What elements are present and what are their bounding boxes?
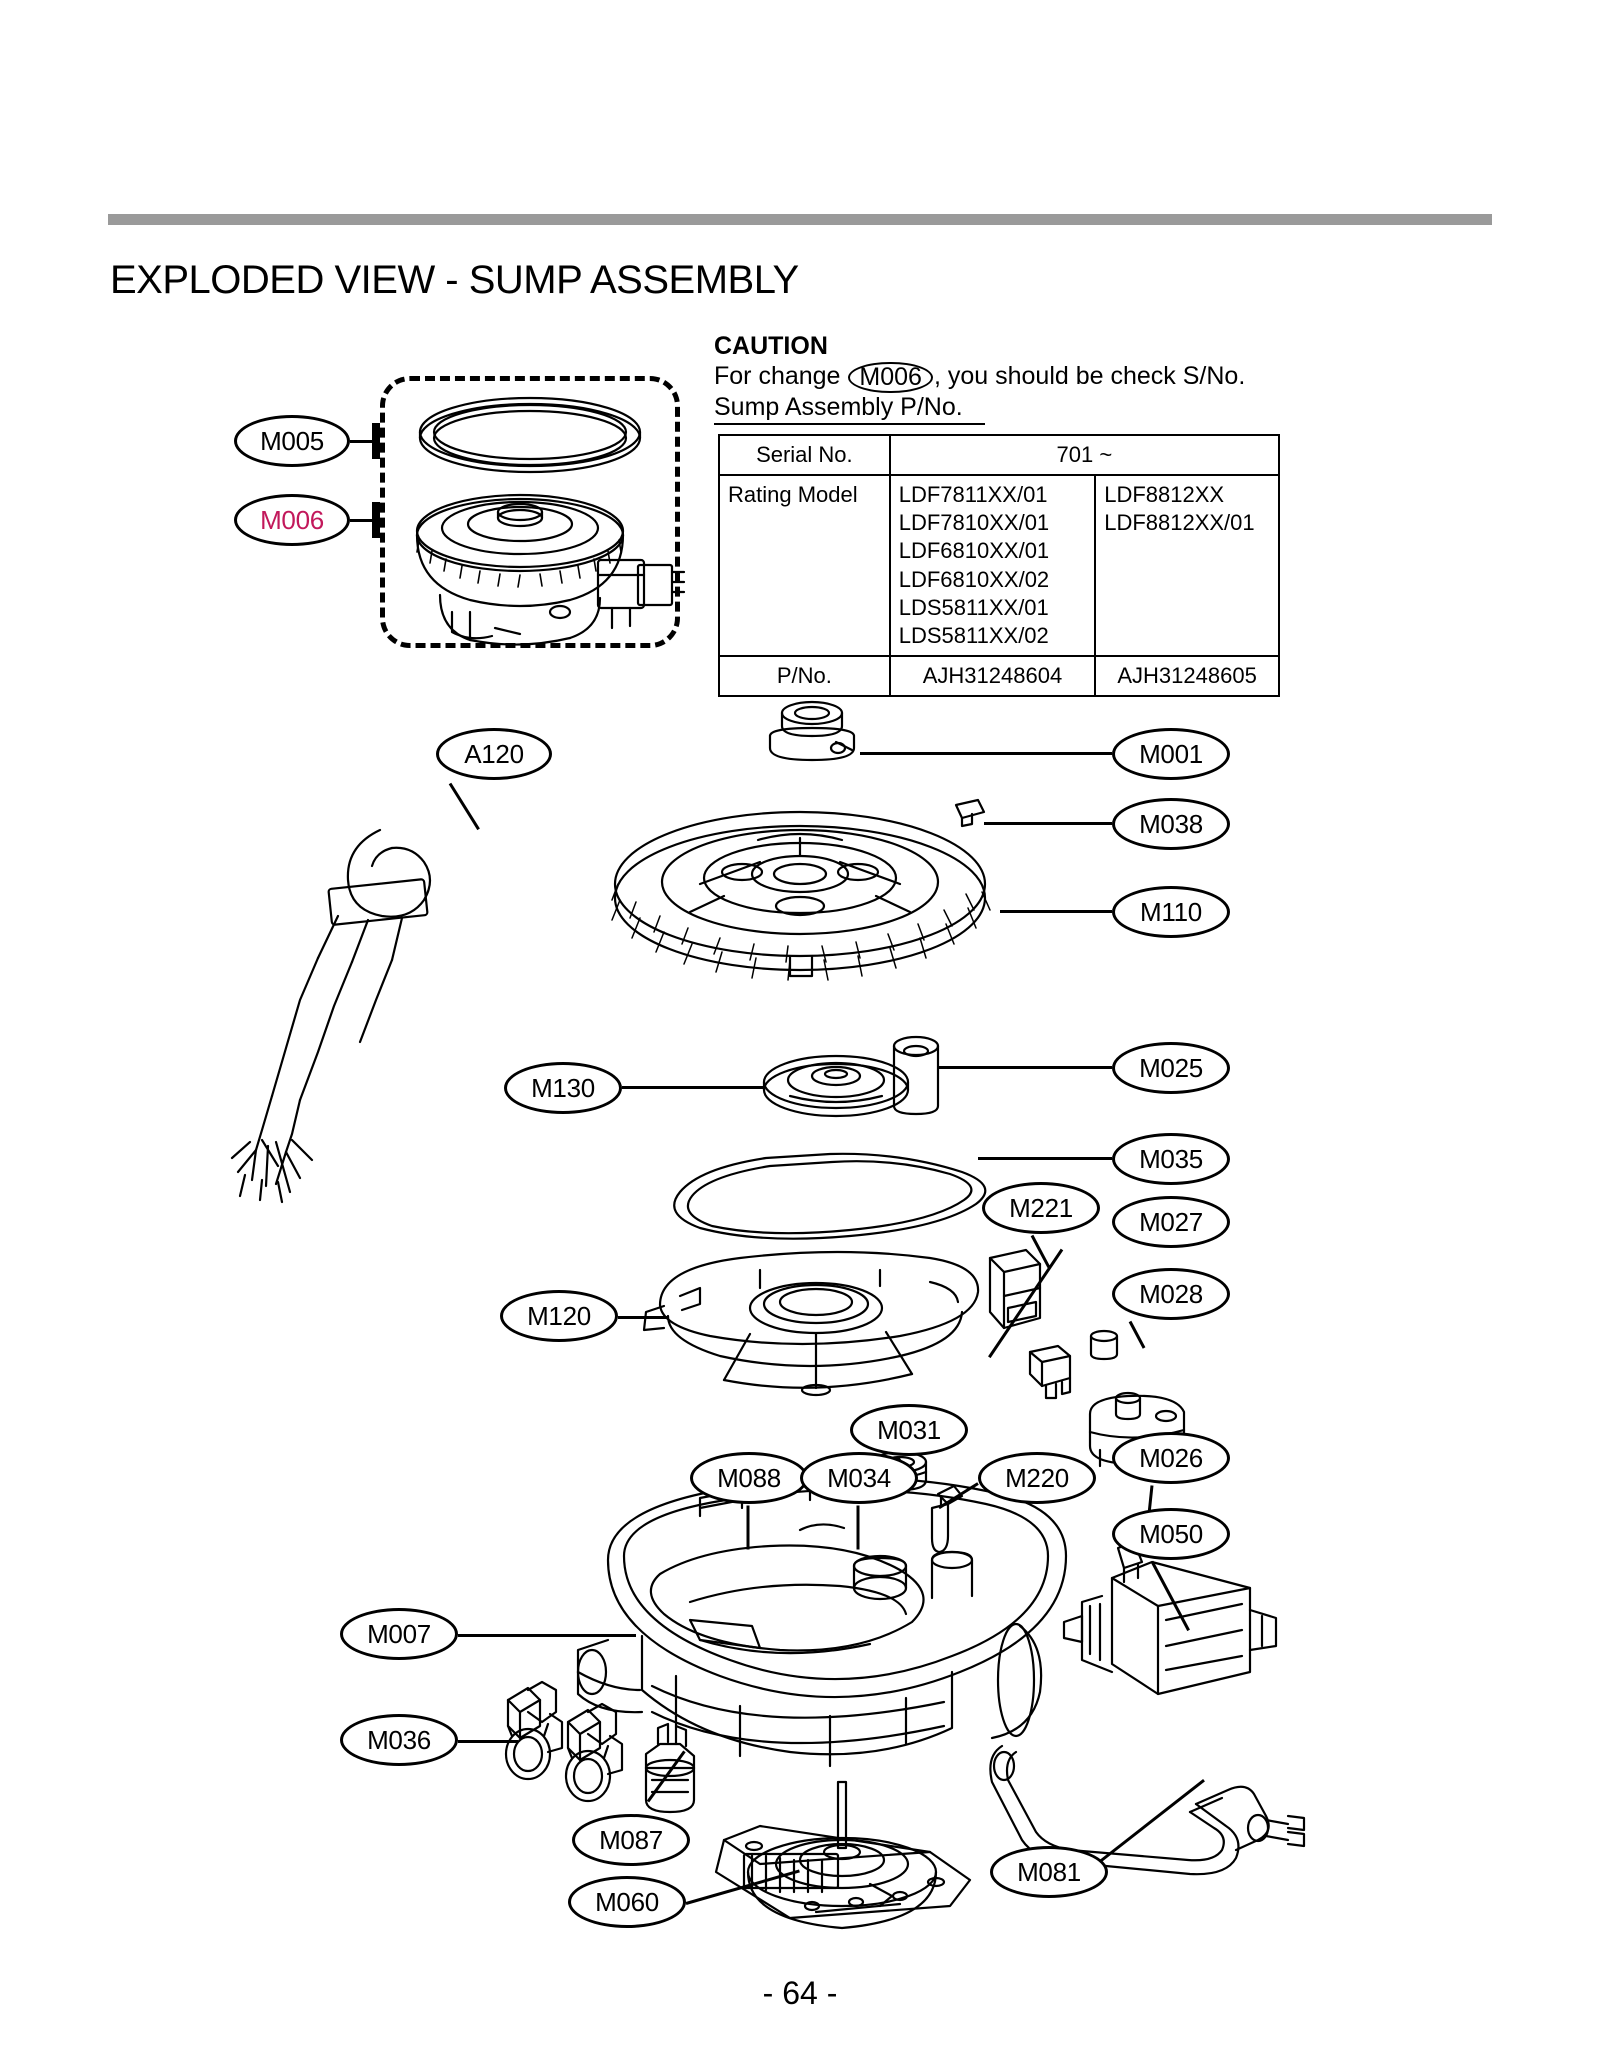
caution-line1-suffix: , you should be check S/No. (933, 361, 1246, 390)
callout-m081: M081 (990, 1846, 1108, 1898)
leader-m081 (1099, 1779, 1205, 1863)
callout-m050: M050 (1112, 1508, 1230, 1560)
model-code: LDF7810XX/01 (898, 510, 1050, 536)
callout-m060: M060 (568, 1876, 686, 1928)
callout-m036: M036 (340, 1714, 458, 1766)
part-art-m001 (770, 702, 854, 760)
cell-part-no-col-a: AJH31248604 (890, 656, 1095, 696)
leader-m026 (1148, 1485, 1154, 1511)
part-art-m130 (764, 1056, 908, 1116)
leader-m087 (647, 1750, 686, 1802)
leader-m130 (622, 1086, 764, 1089)
leader-m088 (747, 1506, 750, 1550)
callout-m087: M087 (572, 1814, 690, 1866)
callout-m026: M026 (1112, 1432, 1230, 1484)
model-code: LDF7811XX/01 (898, 482, 1048, 508)
callout-a120: A120 (436, 728, 552, 780)
leader-m220 (938, 1482, 979, 1509)
callout-m120: M120 (500, 1290, 618, 1342)
cell-serial-no-label: Serial No. (719, 435, 890, 475)
table-row-part-no (719, 656, 1279, 696)
callout-m027: M027 (1112, 1196, 1230, 1248)
part-art-m038 (956, 800, 984, 826)
leader-m060 (686, 1870, 800, 1905)
callout-m088: M088 (690, 1452, 808, 1504)
leader-m120 (618, 1316, 668, 1319)
part-art-a120 (232, 830, 430, 1202)
callout-m035: M035 (1112, 1133, 1230, 1185)
callout-m025: M025 (1112, 1042, 1230, 1094)
callout-m220: M220 (978, 1452, 1096, 1504)
group-tick-m006 (372, 502, 380, 538)
leader-m221 (1031, 1235, 1051, 1268)
part-art-m120 (644, 1252, 978, 1395)
callout-m110: M110 (1112, 886, 1230, 938)
caution-line1-prefix: For change (714, 361, 841, 390)
leader-m035 (978, 1157, 1112, 1160)
leader-m027 (988, 1249, 1063, 1358)
table-row-serial-no (719, 435, 1279, 475)
part-art-m027 (1030, 1346, 1070, 1398)
callout-m001: M001 (1112, 728, 1230, 780)
header-divider-rule (108, 214, 1492, 225)
leader-m007 (458, 1634, 636, 1637)
callout-m005: M005 (234, 415, 350, 467)
caution-block (714, 332, 1294, 425)
leader-m034 (857, 1506, 860, 1550)
caution-line-1 (714, 361, 1294, 392)
part-art-m060 (716, 1782, 970, 1928)
cell-serial-no-value: 701 ~ (890, 435, 1279, 475)
model-code: LDF6810XX/01 (898, 538, 1050, 564)
caution-group-dashed-boundary (380, 376, 680, 648)
part-art-m035 (674, 1154, 985, 1239)
callout-m007: M007 (340, 1608, 458, 1660)
caution-part-ref-m006: M006 (848, 362, 933, 393)
cell-rating-model-col-a (890, 475, 1095, 656)
page-title: EXPLODED VIEW - SUMP ASSEMBLY (110, 258, 799, 302)
leader-m001 (860, 752, 1112, 755)
part-art-m036 (506, 1682, 622, 1801)
model-code: LDS5811XX/01 (898, 594, 1049, 620)
table-row-rating-model (719, 475, 1279, 656)
sump-assembly-spec-table (718, 434, 1280, 697)
part-art-m025 (894, 1037, 938, 1114)
callout-m038: M038 (1112, 798, 1230, 850)
part-art-m007 (578, 1472, 1066, 1766)
leader-m038 (984, 822, 1112, 825)
part-art-m028 (1091, 1331, 1117, 1359)
leader-m028 (1129, 1321, 1146, 1349)
page-number: - 64 - (762, 1975, 838, 2011)
model-code: LDF8812XX/01 (1104, 510, 1255, 536)
caution-line-2: Sump Assembly P/No. (714, 392, 985, 425)
part-art-m050 (1064, 1542, 1276, 1694)
cell-rating-model-label: Rating Model (719, 475, 890, 656)
cell-part-no-col-b: AJH31248605 (1095, 656, 1279, 696)
model-code: LDS5811XX/02 (898, 622, 1049, 648)
callout-m006: M006 (234, 494, 350, 546)
caution-heading: CAUTION (714, 332, 828, 360)
group-tick-m005 (372, 423, 380, 459)
model-code: LDF6810XX/02 (898, 566, 1050, 592)
cell-rating-model-col-b (1095, 475, 1279, 656)
leader-m036 (458, 1740, 518, 1743)
callout-m130: M130 (504, 1062, 622, 1114)
callout-m221: M221 (982, 1182, 1100, 1234)
model-code: LDF8812XX (1104, 482, 1225, 508)
cell-part-no-label: P/No. (719, 656, 890, 696)
leader-m050 (1151, 1561, 1190, 1631)
callout-m028: M028 (1112, 1268, 1230, 1320)
leader-a120 (449, 783, 480, 830)
leader-m110 (1000, 910, 1112, 913)
callout-m034: M034 (800, 1452, 918, 1504)
part-art-m110 (612, 812, 990, 980)
leader-m025 (938, 1066, 1112, 1069)
callout-m031: M031 (850, 1404, 968, 1456)
